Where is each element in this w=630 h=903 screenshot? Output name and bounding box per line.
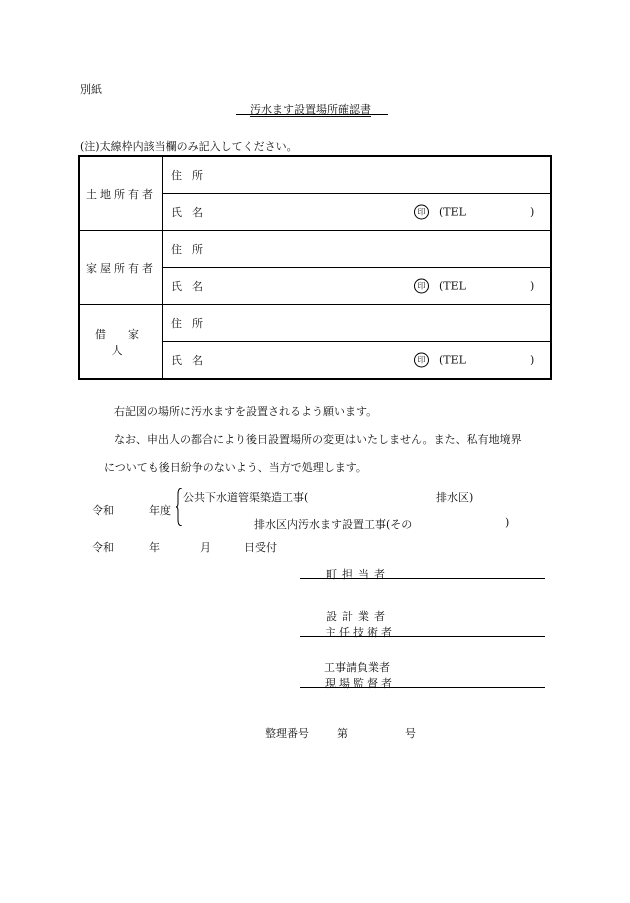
address-label: 住所 [171,317,213,330]
receipt-day: 日受付 [244,541,277,554]
tel-label: (TEL [439,205,466,219]
chief-engineer-label: 主任技術者 [325,626,395,639]
tel-close: ) [530,279,535,293]
address-label: 住所 [171,243,213,256]
sewage-box-construction: 排水区内汚水ます設置工事(その [254,518,413,531]
name-label: 氏名 [171,280,213,293]
request-paragraph: 右記図の場所に汚水ますを設置されるよう願います。 [114,405,378,418]
tenant-address-field[interactable] [163,305,552,342]
house-owner-address-field[interactable] [163,231,552,268]
reference-prefix: 第 [337,727,348,740]
town-staff-signature-line[interactable] [300,578,545,579]
designer-label: 設計業者 [326,610,390,623]
reference-number-label: 整理番号 [265,727,309,740]
receipt-era: 令和 [92,541,114,554]
instruction-note: (注)太線枠内該当欄のみ記入してください。 [80,140,298,153]
construction-close-paren: ) [505,516,510,529]
page-title: 汚水ます設置場所確認書 [250,103,371,116]
title-underline [236,114,388,115]
role-land-owner: 土地所有者 [79,156,163,231]
seal-icon: 印 [414,205,429,220]
tel-close: ) [530,353,535,367]
construction-era: 令和 [92,504,114,517]
name-label: 氏名 [171,206,213,219]
seal-icon: 印 [414,353,429,368]
contractor-signature-line[interactable] [300,687,545,688]
reference-suffix: 号 [405,727,416,740]
agreement-line-2: についても後日紛争のないよう、当方で処理します。 [104,461,367,474]
seal-icon: 印 [414,279,429,294]
tenant-name-field[interactable] [163,342,552,380]
role-house-owner: 家屋所有者 [79,231,163,305]
agreement-line-1: なお、申出人の都合により後日設置場所の変更はいたしません。また、私有地境界 [114,433,522,446]
name-label: 氏名 [171,354,213,367]
site-supervisor-label: 現場監督者 [325,677,395,690]
town-staff-label: 町担当者 [326,568,390,581]
land-owner-name-field[interactable] [163,194,552,231]
role-tenant: 借家人 [79,305,163,380]
address-label: 住所 [171,169,213,182]
owner-table [78,155,552,380]
brace-icon [176,488,182,526]
land-owner-address-field[interactable] [163,156,552,194]
house-owner-name-field[interactable] [163,268,552,305]
tel-close: ) [530,205,535,219]
construction-year-label: 年度 [149,504,171,517]
drainage-district-label: 排水区) [436,491,474,504]
contractor-label: 工事請負業者 [324,661,390,674]
designer-signature-line[interactable] [300,636,545,637]
sewer-pipe-construction: 公共下水道管渠築造工事( [183,491,309,504]
tel-label: (TEL [439,353,466,367]
receipt-year: 年 [149,541,160,554]
tel-label: (TEL [439,279,466,293]
receipt-month: 月 [200,541,211,554]
attachment-label: 別紙 [80,83,102,96]
